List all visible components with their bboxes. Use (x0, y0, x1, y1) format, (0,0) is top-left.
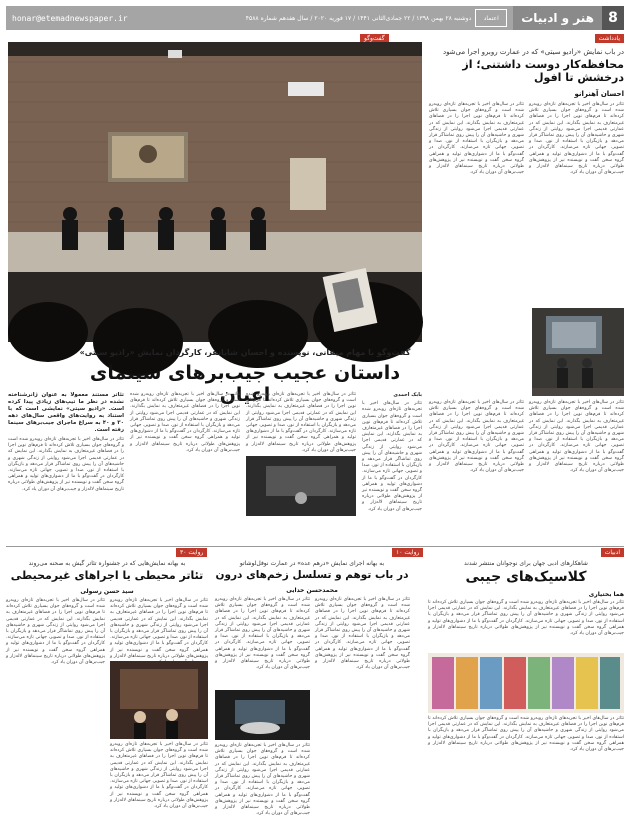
bottom-mid-story (214, 560, 410, 817)
right-story-kicker: در باب نمایش «رادیو سیتی» که در عمارت روبرو اجرا می‌شود (442, 48, 624, 56)
bottom-mid-headline: در باب توهم و تسلسل زخم‌های درون (215, 569, 409, 581)
bottom-left-body-2: تئاتر در سال‌های اخیر با تجربه‌های تازه‌ای روبه‌رو شده است و گروه‌های جوان بسیاری تلاش کرده‌اند تا فرم‌های نوین اجرا را در فضاهای غیرمتعارف به نمایش بگذارند. این نمایش که در عمارتی قدیمی اجرا می‌شود روایتی از زندگی شهری و حاشیه‌های آن را پیش روی تماشاگر قرار می‌دهد و بازیگران با استفاده از نور، صدا و تصویر، جهانی تازه می‌سازند. کارگردان در گفت‌وگو با ما از دشواری‌های تولید و همراهی گروه سخن گفت و نویسنده نیز از پژوهش‌های طولانی درباره تاریخ سینماهای لاله‌زار و جیب‌برهای آن دوران یاد کرد. (110, 742, 208, 810)
newspaper-logo: اعتماد (475, 9, 507, 27)
bottom-left-body-1: تئاتر در سال‌های اخیر با تجربه‌های تازه‌ای روبه‌رو شده است و گروه‌های جوان بسیاری تلاش کرده‌اند تا فرم‌های نوین اجرا را در فضاهای غیرمتعارف به نمایش بگذارند. این نمایش که در عمارتی قدیمی اجرا می‌شود روایتی از زندگی شهری و حاشیه‌های آن را پیش روی تماشاگر قرار می‌دهد و بازیگران با استفاده از نور، صدا و تصویر، جهانی تازه می‌سازند. کارگردان در گفت‌وگو با ما از دشواری‌های تولید و همراهی گروه سخن گفت و نویسنده نیز از پژوهش‌های طولانی درباره تاریخ سینماهای لاله‌زار و (110, 598, 208, 659)
bottom-right-body-2: تئاتر در سال‌های اخیر با تجربه‌های تازه‌ای روبه‌رو شده است و گروه‌های جوان بسیاری تلاش کرده‌اند تا فرم‌های نوین اجرا را در فضاهای غیرمتعارف به نمایش بگذارند. این نمایش که در عمارتی قدیمی اجرا می‌شود روایتی از زندگی شهری و حاشیه‌های آن را پیش روی تماشاگر قرار می‌دهد و بازیگران با استفاده از نور، صدا و تصویر، جهانی تازه می‌سازند. کارگردان در گفت‌وگو با ما از دشواری‌های تولید و همراهی گروه سخن گفت و نویسنده نیز از پژوهش‌های طولانی درباره تاریخ سینماهای لاله‌زار و جیب‌برهای آن دوران یاد کرد. (428, 716, 624, 753)
bottom-mid-body-2: تئاتر در سال‌های اخیر با تجربه‌های تازه‌ای روبه‌رو شده است و گروه‌های جوان بسیاری تلاش کرده‌اند تا فرم‌های نوین اجرا را در فضاهای غیرمتعارف به نمایش بگذارند. این نمایش که در عمارتی قدیمی اجرا می‌شود روایتی از زندگی شهری و حاشیه‌های آن را پیش روی تماشاگر قرار می‌دهد و بازیگران با استفاده از نور، صدا و تصویر، جهانی تازه می‌سازند. کارگردان در گفت‌وگو با ما از دشواری‌های تولید و همراهی گروه سخن گفت و نویسنده نیز از پژوهش‌های طولانی درباره تاریخ سینماهای لاله‌زار و جیب‌برهای آن دوران یاد کرد. (215, 597, 310, 671)
masthead (6, 6, 624, 30)
main-story-col-4: تئاتر در سال‌های اخیر با تجربه‌های تازه‌ای روبه‌رو شده است و گروه‌های جوان بسیاری تلاش کرده‌اند تا فرم‌های نوین اجرا را در فضاهای غیرمتعارف به نمایش بگذارند. این نمایش که در عمارتی قدیمی اجرا می‌شود روایتی از زندگی شهری و حاشیه‌های آن را پیش روی تماشاگر قرار می‌دهد و بازیگران با استفاده از نور، صدا و تصویر، جهانی تازه می‌سازند. کارگردان در گفت‌وگو با ما از دشواری‌های تولید و همراهی گروه سخن گفت و نویسنده نیز از پژوهش‌های طولانی درباره تاریخ سینماهای لاله‌زار و جیب‌برهای آن دوران یاد کرد. (8, 437, 124, 492)
main-story-col-2: تئاتر در سال‌های اخیر با تجربه‌های تازه‌ای روبه‌رو شده است و گروه‌های جوان بسیاری تلاش کرده‌اند تا فرم‌های نوین اجرا را در فضاهای غیرمتعارف به نمایش بگذارند. این نمایش که در عمارتی قدیمی اجرا می‌شود روایتی از زندگی شهری و حاشیه‌های آن را پیش روی تماشاگر قرار می‌دهد و بازیگران با استفاده از نور، صدا و تصویر، جهانی تازه می‌سازند. کارگردان در گفت‌وگو با ما از دشواری‌های تولید و همراهی گروه سخن گفت و نویسنده نیز از پژوهش‌های طولانی درباره تاریخ سینماهای لاله‌زار و جیب‌برهای آن دوران یاد کرد. (246, 392, 356, 453)
right-story-photo (532, 308, 624, 396)
bottom-mid-tag: روایت ۱۰ (392, 548, 423, 557)
main-story-kicker: گفت‌وگو با مهام میقانی، نویسنده و احسان شایانفر، کارگردان نمایش «رادیو سیتی» (79, 348, 411, 357)
bottom-right-body-1: تئاتر در سال‌های اخیر با تجربه‌های تازه‌ای روبه‌رو شده است و گروه‌های جوان بسیاری تلاش کرده‌اند تا فرم‌های نوین اجرا را در فضاهای غیرمتعارف به نمایش بگذارند. این نمایش که در عمارتی قدیمی اجرا می‌شود روایتی از زندگی شهری و حاشیه‌های آن را پیش روی تماشاگر قرار می‌دهد و بازیگران با استفاده از نور، صدا و تصویر، جهانی تازه می‌سازند. کارگردان در گفت‌وگو با ما از دشواری‌های تولید و همراهی گروه سخن گفت و نویسنده نیز از پژوهش‌های طولانی درباره تاریخ سینماهای لاله‌زار و جیب‌برهای آن دوران یاد کرد. (428, 600, 624, 637)
main-story-lead: تئاتر مستند معمولا به عنوان ژانرشناخته نشده در نظر ما تیپ‌های زیادی پیدا کرده است. «رادیو سیتی» نمایشی است که با استناد به روایت‌های واقعی سال‌های دهه ۳۰ و ۴۰ به سراغ ماجرای جیب‌برهای سینما رفته است. (8, 392, 125, 433)
bottom-mid-body-3: تئاتر در سال‌های اخیر با تجربه‌های تازه‌ای روبه‌رو شده است و گروه‌های جوان بسیاری تلاش کرده‌اند تا فرم‌های نوین اجرا را در فضاهای غیرمتعارف به نمایش بگذارند. این نمایش که در عمارتی قدیمی اجرا می‌شود روایتی از زندگی شهری و حاشیه‌های آن را پیش روی تماشاگر قرار می‌دهد و بازیگران با استفاده از نور، صدا و تصویر، جهانی تازه می‌سازند. کارگردان در گفت‌وگو با ما از دشواری‌های تولید و همراهی گروه سخن گفت و نویسنده نیز از پژوهش‌های طولانی درباره تاریخ سینماهای لاله‌زار و جیب‌برهای آن دوران یاد کرد. (215, 743, 310, 817)
bottom-divider (6, 546, 624, 547)
right-story-byline: احسان آهنرانو (574, 90, 624, 98)
main-story-inset-photo (246, 456, 356, 516)
bottom-right-books-photo (428, 653, 624, 713)
bottom-left-tag: روایت ۳۰ (176, 548, 207, 557)
bottom-mid-kicker: به بهانه اجرای نمایش «درهم عده» در عمارت نوفل‌لوشاتو (239, 560, 385, 567)
bottom-right-headline: کلاسیک‌های جیبی (465, 569, 587, 585)
right-story-headline: محافظه‌کار دوست داشتنی؛ از درخشش تا افول (462, 58, 624, 84)
main-story-col-3: تئاتر در سال‌های اخیر با تجربه‌های تازه‌ای روبه‌رو شده است و گروه‌های جوان بسیاری تلاش کرده‌اند تا فرم‌های نوین اجرا را در فضاهای غیرمتعارف به نمایش بگذارند. این نمایش که در عمارتی قدیمی اجرا می‌شود روایتی از زندگی شهری و حاشیه‌های آن را پیش روی تماشاگر قرار می‌دهد و بازیگران با استفاده از نور، صدا و تصویر، جهانی تازه می‌سازند. کارگردان در گفت‌وگو با ما از دشواری‌های تولید و همراهی گروه سخن گفت و نویسنده نیز از پژوهش‌های طولانی درباره تاریخ سینماهای لاله‌زار و جیب‌برهای آن دوران یاد کرد. (130, 392, 240, 453)
bottom-mid-body-1: تئاتر در سال‌های اخیر با تجربه‌های تازه‌ای روبه‌رو شده است و گروه‌های جوان بسیاری تلاش کرده‌اند تا فرم‌های نوین اجرا را در فضاهای غیرمتعارف به نمایش بگذارند. این نمایش که در عمارتی قدیمی اجرا می‌شود روایتی از زندگی شهری و حاشیه‌های آن را پیش روی تماشاگر قرار می‌دهد و بازیگران با استفاده از نور، صدا و تصویر، جهانی تازه می‌سازند. کارگردان در گفت‌وگو با ما از دشواری‌های تولید و همراهی گروه سخن گفت و نویسنده نیز از پژوهش‌های طولانی درباره تاریخ سینماهای لاله‌زار و جیب‌برهای آن دوران یاد کرد. (315, 597, 410, 671)
main-story-col-1: تئاتر در سال‌های اخیر با تجربه‌های تازه‌ای روبه‌رو شده است و گروه‌های جوان بسیاری تلاش کرده‌اند تا فرم‌های نوین اجرا را در فضاهای غیرمتعارف به نمایش بگذارند. این نمایش که در عمارتی قدیمی اجرا می‌شود روایتی از زندگی شهری و حاشیه‌های آن را پیش روی تماشاگر قرار می‌دهد و بازیگران با استفاده از نور، صدا و تصویر، جهانی تازه می‌سازند. کارگردان در گفت‌وگو با ما از دشواری‌های تولید و همراهی گروه سخن گفت و نویسنده نیز از پژوهش‌های طولانی درباره تاریخ سینماهای لاله‌زار و جیب‌برهای آن دوران یاد کرد. (362, 401, 422, 512)
section-email[interactable]: honar@etemadnewspaper.ir (12, 13, 128, 23)
bottom-right-kicker: شاهکارهای ادبی جهان برای نوجوانان منتشر شدند (464, 560, 588, 567)
right-story-body-col-1: تئاتر در سال‌های اخیر با تجربه‌های تازه‌ای روبه‌رو شده است و گروه‌های جوان بسیاری تلاش کرده‌اند تا فرم‌های نوین اجرا را در فضاهای غیرمتعارف به نمایش بگذارند. این نمایش که در عمارتی قدیمی اجرا می‌شود روایتی از زندگی شهری و حاشیه‌های آن را پیش روی تماشاگر قرار می‌دهد و بازیگران با استفاده از نور، صدا و تصویر، جهانی تازه می‌سازند. کارگردان در گفت‌وگو با ما از دشواری‌های تولید و همراهی گروه سخن گفت و نویسنده نیز از پژوهش‌های طولانی درباره تاریخ سینماهای لاله‌زار و جیب‌برهای آن دوران یاد کرد. (529, 102, 624, 176)
bottom-right-tag: ادبیات (601, 548, 624, 557)
right-story (428, 36, 624, 630)
main-story-body (8, 392, 422, 542)
right-story-body-col-4: تئاتر در سال‌های اخیر با تجربه‌های تازه‌ای روبه‌رو شده است و گروه‌های جوان بسیاری تلاش کرده‌اند تا فرم‌های نوین اجرا را در فضاهای غیرمتعارف به نمایش بگذارند. این نمایش که در عمارتی قدیمی اجرا می‌شود روایتی از زندگی شهری و حاشیه‌های آن را پیش روی تماشاگر قرار می‌دهد و بازیگران با استفاده از نور، صدا و تصویر، جهانی تازه می‌سازند. کارگردان در گفت‌وگو با ما از دشواری‌های تولید و همراهی گروه سخن گفت و نویسنده نیز از پژوهش‌های طولانی درباره تاریخ سینماهای لاله‌زار و جیب‌برهای آن دوران یاد کرد. (429, 400, 524, 474)
bottom-left-body-3: تئاتر در سال‌های اخیر با تجربه‌های تازه‌ای روبه‌رو شده است و گروه‌های جوان بسیاری تلاش کرده‌اند تا فرم‌های نوین اجرا را در فضاهای غیرمتعارف به نمایش بگذارند. این نمایش که در عمارتی قدیمی اجرا می‌شود روایتی از زندگی شهری و حاشیه‌های آن را پیش روی تماشاگر قرار می‌دهد و بازیگران با استفاده از نور، صدا و تصویر، جهانی تازه می‌سازند. کارگردان در گفت‌وگو با ما از دشواری‌های تولید و همراهی گروه سخن گفت و نویسنده نیز از پژوهش‌های طولانی درباره تاریخ سینماهای لاله‌زار و جیب‌برهای آن دوران یاد کرد. (6, 598, 105, 666)
right-story-tag: یادداشت (595, 34, 624, 43)
bottom-right-byline: هما بختیاری (588, 591, 624, 598)
right-story-body-col-3: تئاتر در سال‌های اخیر با تجربه‌های تازه‌ای روبه‌رو شده است و گروه‌های جوان بسیاری تلاش کرده‌اند تا فرم‌های نوین اجرا را در فضاهای غیرمتعارف به نمایش بگذارند. این نمایش که در عمارتی قدیمی اجرا می‌شود روایتی از زندگی شهری و حاشیه‌های آن را پیش روی تماشاگر قرار می‌دهد و بازیگران با استفاده از نور، صدا و تصویر، جهانی تازه می‌سازند. کارگردان در گفت‌وگو با ما از دشواری‌های تولید و همراهی گروه سخن گفت و نویسنده نیز از پژوهش‌های طولانی درباره تاریخ سینماهای لاله‌زار و جیب‌برهای آن دوران یاد کرد. (529, 400, 624, 474)
bottom-mid-byline: محمدحسن خدایی (286, 587, 338, 594)
bottom-mid-photo (215, 690, 310, 740)
main-story-photo (8, 42, 422, 342)
main-story-headline: داستان عجیب جیب‌برهای سینمای اعیان (89, 362, 401, 406)
masthead-info-bar (6, 6, 513, 30)
bottom-left-headline: تئاتر محیطی یا اجراهای غیرمحیطی (10, 569, 204, 582)
page-number: 8 (602, 6, 624, 30)
main-story-tag: گفت‌وگو (360, 34, 389, 43)
bottom-left-byline: سید حسن رسولی (80, 588, 134, 595)
bottom-left-photo (110, 661, 208, 739)
bottom-left-kicker: به بهانه نمایش‌هایی که در جشنواره تئاتر گیش به صحنه می‌روند (28, 560, 186, 567)
section-title: هنر و ادبیات (521, 11, 594, 25)
bottom-left-story (6, 560, 208, 813)
dateline: دوشنبه ۲۸ بهمن ۱۳۹۸ / ۲۲ جمادی‌الثانی ۱۴۴۱ / ۱۷ فوریه ۲۰۲۰ / سال هفدهم شماره ۴۵۸۸ (245, 14, 472, 22)
right-story-body-col-2: تئاتر در سال‌های اخیر با تجربه‌های تازه‌ای روبه‌رو شده است و گروه‌های جوان بسیاری تلاش کرده‌اند تا فرم‌های نوین اجرا را در فضاهای غیرمتعارف به نمایش بگذارند. این نمایش که در عمارتی قدیمی اجرا می‌شود روایتی از زندگی شهری و حاشیه‌های آن را پیش روی تماشاگر قرار می‌دهد و بازیگران با استفاده از نور، صدا و تصویر، جهانی تازه می‌سازند. کارگردان در گفت‌وگو با ما از دشواری‌های تولید و همراهی گروه سخن گفت و نویسنده نیز از پژوهش‌های طولانی درباره تاریخ سینماهای لاله‌زار و جیب‌برهای آن دوران یاد کرد. (429, 102, 524, 176)
bottom-right-story (428, 560, 624, 810)
main-story-byline: بابک احمدی (393, 392, 422, 398)
